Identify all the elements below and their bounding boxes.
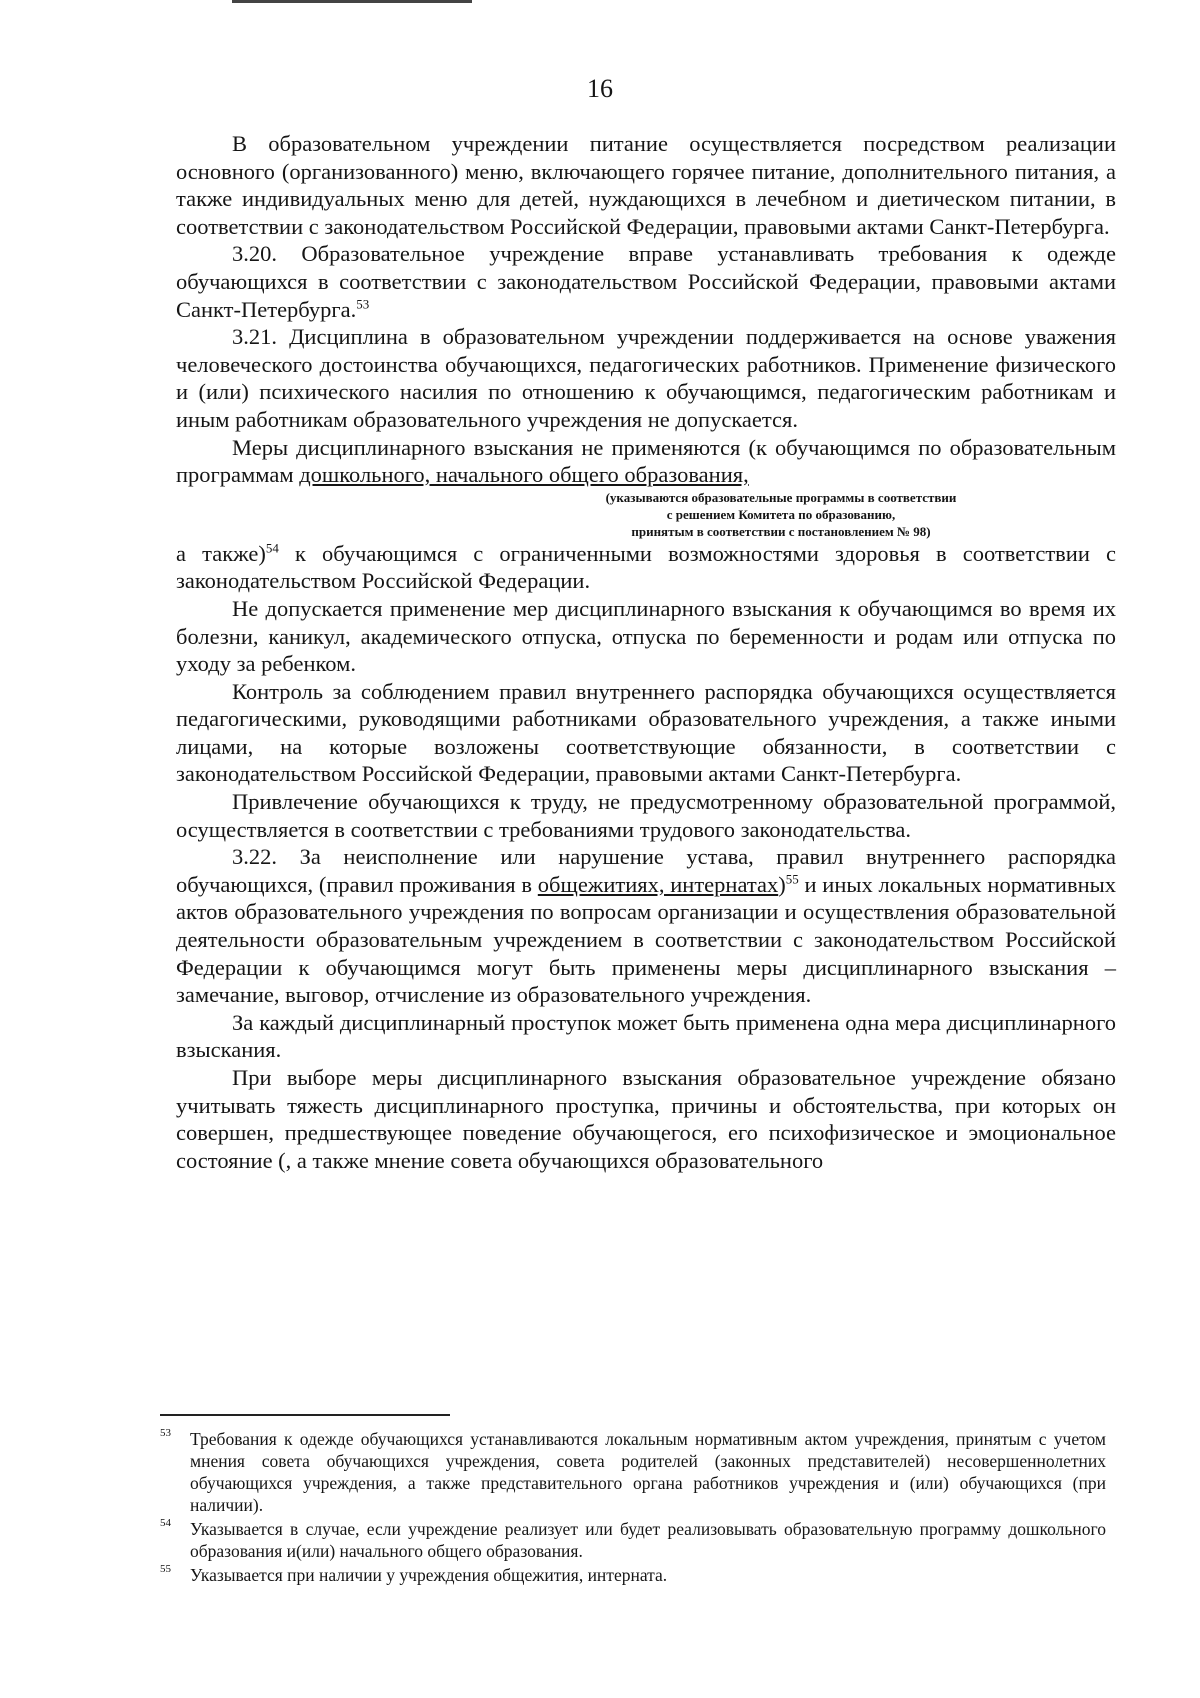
footnote-ref-53[interactable]: 53 (356, 296, 370, 312)
footnote-separator (160, 1414, 450, 1416)
paragraph-not-allowed: Не допускается применение мер дисциплинарного взыскания к обучающимся во время их болезни, каникул, академического отпуска, отпуска по беременности и родам или отпуска по уходу за ребенком. (176, 595, 1116, 677)
paragraph-3-22-close: ) (778, 871, 786, 897)
footnote-53 (160, 1428, 1106, 1516)
footnote-number: 55 (160, 1563, 171, 1575)
footnote-55 (160, 1564, 1106, 1586)
annotation-line-1: (указываются образовательные программы в соответствии (605, 489, 957, 505)
paragraph-disciplinary-measures (176, 434, 1116, 489)
paragraph-one-measure: За каждый дисциплинарный проступок может быть применена одна мера дисциплинарного взыскания. (176, 1009, 1116, 1063)
paragraph-3-20-text: 3.20. Образовательное учреждение вправе устанавливать требования к одежде обучающихся в соответствии с законодательством Российской Федерации, правовыми актами Санкт-Петербурга. (176, 241, 1116, 322)
paragraph-3-20 (176, 240, 1116, 323)
paragraph-cont-start: а также) (176, 540, 266, 566)
underlined-dormitories: общежитиях, интернатах (537, 871, 779, 897)
footnote-ref-55[interactable]: 55 (785, 871, 799, 887)
annotation-line-2: с решением Комитета по образованию, (666, 506, 896, 522)
paragraph-nutrition: В образовательном учреждении питание осуществляется посредством реализации основного (организованного) меню, включающего горячее питание, дополнительного питания, а также индивидуальных меню для детей, нуждающихся в лечебном и диетическом питании, в соответствии с законодательством Российской Федерации, правовыми актами Санкт-Петербурга. (176, 131, 1116, 239)
top-rule (232, 0, 472, 3)
footnote-text: Требования к одежде обучающихся устанавливаются локальным нормативным актом учреждения, принятым с учетом мнения совета обучающихся учреждения, совета родителей (законных представителей) несовершеннолетних обучающихся учреждения, а также представительного органа работников учреждения и (или) обучающихся (при наличии). (190, 1429, 1106, 1515)
paragraph-3-21: 3.21. Дисциплина в образовательном учреждении поддерживается на основе уважения человеческого достоинства обучающихся, педагогических работников. Применение физического и (или) психического насилия по отношению к обучающимся, педагогическим работникам и иным работникам образовательного учреждения не допускается. (176, 324, 1116, 432)
paragraph-labor: Привлечение обучающихся к труду, не предусмотренному образовательной программой, осуществляется в соответствии с требованиями трудового законодательства. (176, 789, 1116, 842)
footnote-54 (160, 1518, 1106, 1562)
footnote-text: Указывается при наличии у учреждения общежития, интерната. (190, 1565, 668, 1585)
footnote-number: 54 (160, 1517, 171, 1529)
paragraph-disciplinary-measures-cont (176, 540, 1116, 595)
footnote-ref-54[interactable]: 54 (265, 540, 279, 556)
paragraph-3-22 (176, 843, 1116, 1009)
footnotes (160, 1428, 1106, 1588)
paragraph-control: Контроль за соблюдением правил внутреннего распорядка обучающихся осуществляется педагогическими, руководящими работниками образовательного учреждения, а также иными лицами, на которые возложены соответствующие обязанности, в соответствии с законодательством Российской Федерации, правовыми актами Санкт-Петербурга. (176, 678, 1116, 787)
programs-annotation (176, 489, 1116, 540)
underlined-programs: дошкольного, начального общего образования, (299, 462, 749, 488)
paragraph-disciplinary-measures-start: Меры дисциплинарного взыскания не применяются (к обучающимся по образовательным программам (176, 434, 1116, 488)
annotation-line-3: принятым в соответствии с постановлением № 98) (631, 523, 931, 539)
paragraph-3-22-start: 3.22. За неисполнение или нарушение устава, правил внутреннего распорядка обучающихся, (правил проживания в (176, 844, 1116, 897)
paragraph-cont-end: к обучающимся с ограниченными возможностями здоровья в соответствии с законодательством Российской Федерации. (176, 540, 1116, 594)
paragraph-choice-of-measure: При выборе меры дисциплинарного взыскания образовательное учреждение обязано учитывать тяжесть дисциплинарного проступка, причины и обстоятельства, при которых он совершен, предшествующее поведение обучающегося, его психофизическое и эмоциональное состояние (, а также мнение совета обучающихся образовательного (176, 1065, 1116, 1173)
page-number: 16 (587, 74, 613, 103)
body-text (176, 130, 1116, 1174)
paragraph-3-22-end: и иных локальных нормативных актов образовательного учреждения по вопросам организации и осуществления образовательной деятельности образовательным учреждением в соответствии с законодательством Российской Федерации к обучающимся могут быть применены меры дисциплинарного взыскания – замечание, выговор, отчисление из образовательного учреждения. (176, 871, 1116, 1008)
footnote-text: Указывается в случае, если учреждение реализует или будет реализовывать образовательную программу дошкольного образования и(или) начального общего образования. (190, 1519, 1106, 1561)
footnote-number: 53 (160, 1427, 171, 1439)
